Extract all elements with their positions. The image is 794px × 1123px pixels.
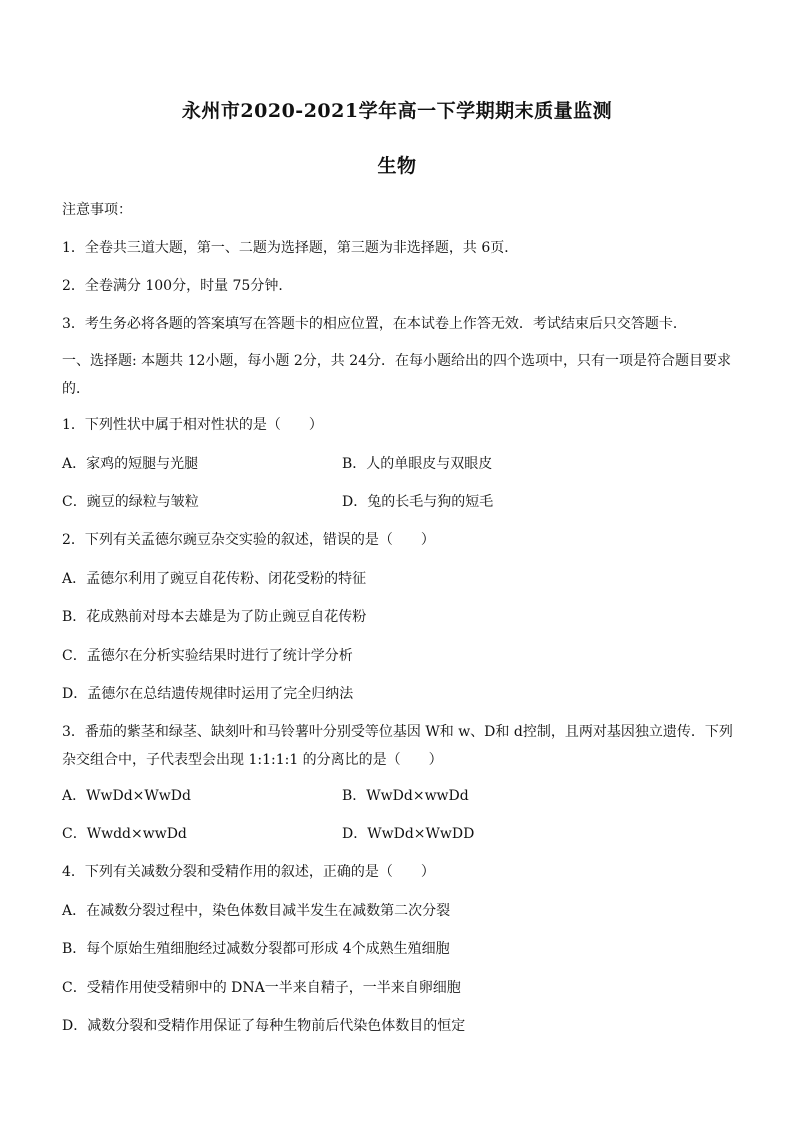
exam-title: 永州市2020-2021学年高一下学期期末质量监测 [181,100,613,122]
option-a: A．家鸡的短腿与光腿 [62,456,199,472]
option-b: B．WwDd×wwDd [342,788,469,804]
option-a: A．WwDd×WwDd [62,788,191,804]
option-c: C．孟德尔在分析实验结果时进行了统计学分析 [62,648,353,664]
option-c: C．豌豆的绿粒与皱粒 [62,494,199,510]
question-stem: 1．下列性状中属于相对性状的是（ ） [62,417,323,433]
option-d: D．兔的长毛与狗的短毛 [342,494,494,510]
section-intro: 一、选择题: 本题共 12小题，每小题 2分，共 24分．在每小题给出的四个选项中，只有一项是符合题目要求的． [62,353,732,397]
question-stem: 4．下列有关减数分裂和受精作用的叙述，正确的是（ ） [62,864,435,880]
option-b: B．人的单眼皮与双眼皮 [342,456,493,472]
subject-title: 生物 [377,155,417,177]
option-b: B．花成熟前对母本去雄是为了防止豌豆自花传粉 [62,609,367,625]
notice-heading: 注意事项： [62,202,132,218]
option-a: A．在减数分裂过程中，染色体数目减半发生在减数第二次分裂 [62,903,451,919]
option-d: D．孟德尔在总结遗传规律时运用了完全归纳法 [62,686,354,702]
question-stem: 3．番茄的紫茎和绿茎、缺刻叶和马铃薯叶分别受等位基因 W和 w、D和 d控制，且两对基因独立遗传．下列杂交组合中，子代表型会出现 1:1:1:1 的分离比的是（ ） [62,724,733,768]
option-c: C．Wwdd×wwDd [62,826,187,842]
option-a: A．孟德尔利用了豌豆自花传粉、闭花受粉的特征 [62,571,367,587]
notice-item: 3．考生务必将各题的答案填写在答题卡的相应位置，在本试卷上作答无效．考试结束后只交答题卡． [62,316,687,332]
option-d: D．WwDd×WwDD [342,826,475,842]
notice-item: 1．全卷共三道大题，第一、二题为选择题，第三题为非选择题，共 6页． [62,240,519,256]
option-b: B．每个原始生殖细胞经过减数分裂都可形成 4个成熟生殖细胞 [62,941,450,957]
option-d: D．减数分裂和受精作用保证了每种生物前后代染色体数目的恒定 [62,1018,466,1034]
notice-item: 2．全卷满分 100分，时量 75分钟． [62,278,293,294]
question-stem: 2．下列有关孟德尔豌豆杂交实验的叙述，错误的是（ ） [62,532,435,548]
option-c: C．受精作用使受精卵中的 DNA一半来自精子，一半来自卵细胞 [62,980,461,996]
